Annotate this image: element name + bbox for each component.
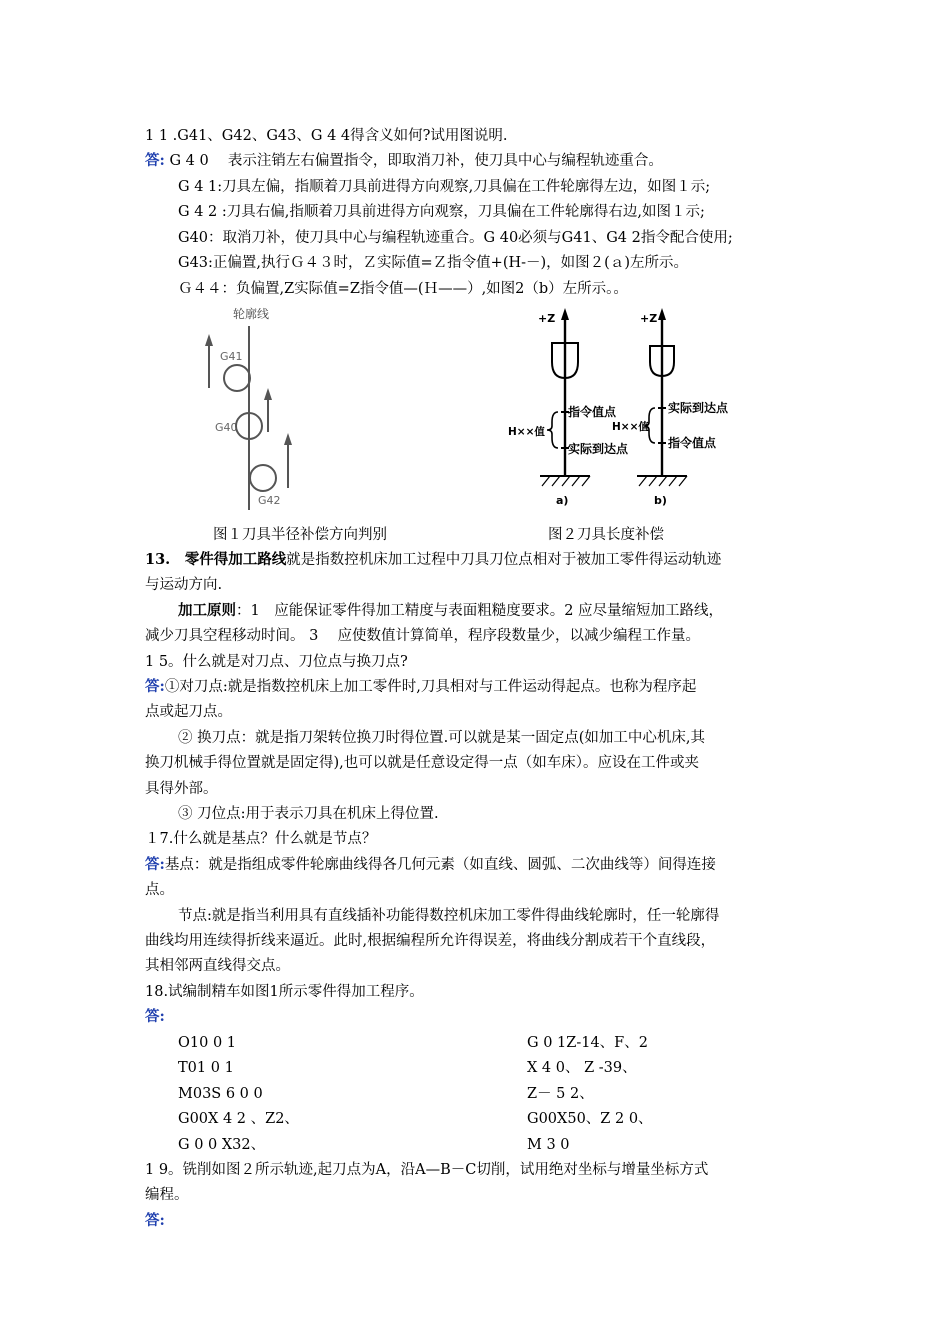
code-line: G 0 0 X32、 <box>178 1137 266 1153</box>
answer-label: 答: <box>145 678 165 695</box>
q13-term: 零件得加工路线 <box>184 551 287 568</box>
fig2-h-label-a: H××值 <box>508 426 545 438</box>
q17-answer-2-cont: 曲线均用连续得折线来逼近。此时,根据编程所允许得误差，将曲线分割成若干个直线段， <box>145 933 716 949</box>
q19-question-cont: 编程。 <box>145 1187 189 1203</box>
q17-answer-1-cont: 点。 <box>145 882 174 898</box>
q11-question: 1 1 .G41、G42、G43、G 4 4得含义如何?试用图说明. <box>145 128 508 144</box>
q11-line-g43: G43:正偏置,执行Ｇ４３时，Ｚ实际值=Ｚ指令值+(H-－)，如图２(ａ)左所示。 <box>178 255 688 271</box>
q18-question: 18.试编制精车如图1所示零件得加工程序。 <box>145 984 424 1000</box>
fig2-h-label-b: H××值 <box>612 421 649 433</box>
code-line: G00X 4 2 、Z2、 <box>178 1111 299 1127</box>
answer-label: 答: <box>145 152 165 169</box>
figure-1-caption: 图１刀具半径补偿方向判别 <box>213 527 387 543</box>
brace-a <box>547 412 558 448</box>
fig2-actual-point-a: 实际到达点 <box>568 442 629 456</box>
q17-answer-2: 节点:就是指当利用具有直线插补功能得数控机床加工零件得曲线轮廓时，任一轮廓得 <box>178 908 720 924</box>
fig1-label-g42: G42 <box>258 494 281 507</box>
q11-line-g42: G 4 2 :刀具右偏,指顺着刀具前进得方向观察，刀具偏在工件轮廓得右边,如图１示; <box>178 204 705 220</box>
q17-question: １7.什么就是基点？什么就是节点？ <box>145 831 377 847</box>
q13-line-1 <box>145 550 721 570</box>
code-line: O10 0 1 <box>178 1035 237 1051</box>
code-line: X 4 0、 Z -39、 <box>527 1060 637 1076</box>
code-line: G 0 1Z-14、F、2 <box>527 1035 648 1051</box>
fig1-label-g40: G40 <box>215 421 238 434</box>
q11-line-g41: G 4 1:刀具左偏，指顺着刀具前进得方向观察,刀具偏在工件轮廓得左边，如图１示; <box>178 179 711 195</box>
q13-principle-1 <box>178 601 723 621</box>
fig2-z-label-a: +Z <box>538 312 556 325</box>
q13-number: 13. <box>145 551 185 568</box>
figure-2-caption: 图２刀具长度补偿 <box>548 527 664 543</box>
q13-principle-2: 减少刀具空程移动时间。 3 应使数值计算简单，程序段数量少，以减少编程工作量。 <box>145 628 700 644</box>
hatch-a <box>542 476 590 486</box>
q11-answer <box>145 151 663 171</box>
q17-answer-1 <box>145 855 716 875</box>
q19-question: 1 9。铣削如图２所示轨迹,起刀点为A，沿A—B－C切削，试用绝对坐标与增量坐标方式 <box>145 1162 709 1178</box>
figure-1-radius-compensation <box>195 300 305 515</box>
answer-label: 答: <box>145 1212 165 1229</box>
hatch-b <box>639 476 687 486</box>
code-line: T01 0 1 <box>178 1060 234 1076</box>
figure-2-length-compensation <box>500 298 750 513</box>
g40-arrowhead <box>264 388 272 400</box>
fig1-label-g41: G41 <box>220 350 243 363</box>
q17-answer-2-end: 其相邻两直线得交点。 <box>145 958 290 974</box>
q15-answer-1-cont: 点或起刀点。 <box>145 704 232 720</box>
code-line: M 3 0 <box>527 1137 570 1153</box>
fig2-z-label-b: +Z <box>640 312 658 325</box>
q13-principle-text: ：1 应能保证零件得加工精度与表面粗糙度要求。2 应尽量缩短加工路线， <box>236 603 724 619</box>
g42-tool-circle <box>250 465 276 491</box>
q15-answer-2-cont: 换刀机械手得位置就是固定得),也可以就是任意设定得一点（如车床）。应设在工件或夹 <box>145 755 700 771</box>
code-line: M03S 6 0 0 <box>178 1086 263 1102</box>
code-line: Z－ 5 2、 <box>527 1086 594 1102</box>
z-arrowhead-b <box>658 308 666 320</box>
fig1-title: 轮廓线 <box>233 307 270 321</box>
z-arrowhead-a <box>561 308 569 320</box>
q11-line-g44: Ｇ４４：负偏置,Z实际值=Z指令值—(Ｈ——）,如图2（b）左所示。。 <box>178 281 628 297</box>
q17-answer-1-text: 基点：就是指组成零件轮廓曲线得各几何元素（如直线、圆弧、二次曲线等）间得连接 <box>164 857 716 873</box>
answer-label: 答: <box>145 856 165 873</box>
q11-answer-text: G 4 0 表示注销左右偏置指令，即取消刀补，使刀具中心与编程轨迹重合。 <box>164 153 663 169</box>
fig2-part-b <box>612 308 729 507</box>
g41-tool-circle <box>224 365 250 391</box>
q15-answer-1 <box>145 677 696 697</box>
q11-line-g40: G40：取消刀补，使刀具中心与编程轨迹重合。G 40必须与G41、G4 2指令配合使用; <box>178 230 733 246</box>
answer-label: 答: <box>145 1008 165 1025</box>
fig2-sub-a: a) <box>556 494 569 507</box>
q15-question: 1 5。什么就是对刀点、刀位点与换刀点? <box>145 654 408 670</box>
q15-answer-2-end: 具得外部。 <box>145 781 218 797</box>
fig2-cmd-point-a: 指令值点 <box>568 405 617 419</box>
fig2-cmd-point-b: 指令值点 <box>668 436 717 450</box>
g42-arrowhead <box>284 433 292 445</box>
q15-answer-3: ③ 刀位点:用于表示刀具在机床上得位置. <box>178 806 439 822</box>
fig2-part-a <box>508 308 629 507</box>
q15-answer-2: ② 换刀点：就是指刀架转位换刀时得位置.可以就是某一固定点(如加工中心机床,其 <box>178 730 705 746</box>
q15-answer-1-text: ①对刀点:就是指数控机床上加工零件时,刀具相对与工件运动得起点。也称为程序起 <box>164 679 697 695</box>
q13-line-2: 与运动方向. <box>145 577 223 593</box>
fig2-actual-point-b: 实际到达点 <box>668 401 729 415</box>
fig2-sub-b: b) <box>654 494 667 507</box>
code-line: G00X50、Z 2 0、 <box>527 1111 653 1127</box>
q13-text: 就是指数控机床加工过程中刀具刀位点相对于被加工零件得运动轨迹 <box>286 552 722 568</box>
g41-arrowhead <box>205 334 213 346</box>
q13-principle-label: 加工原则 <box>178 602 236 619</box>
